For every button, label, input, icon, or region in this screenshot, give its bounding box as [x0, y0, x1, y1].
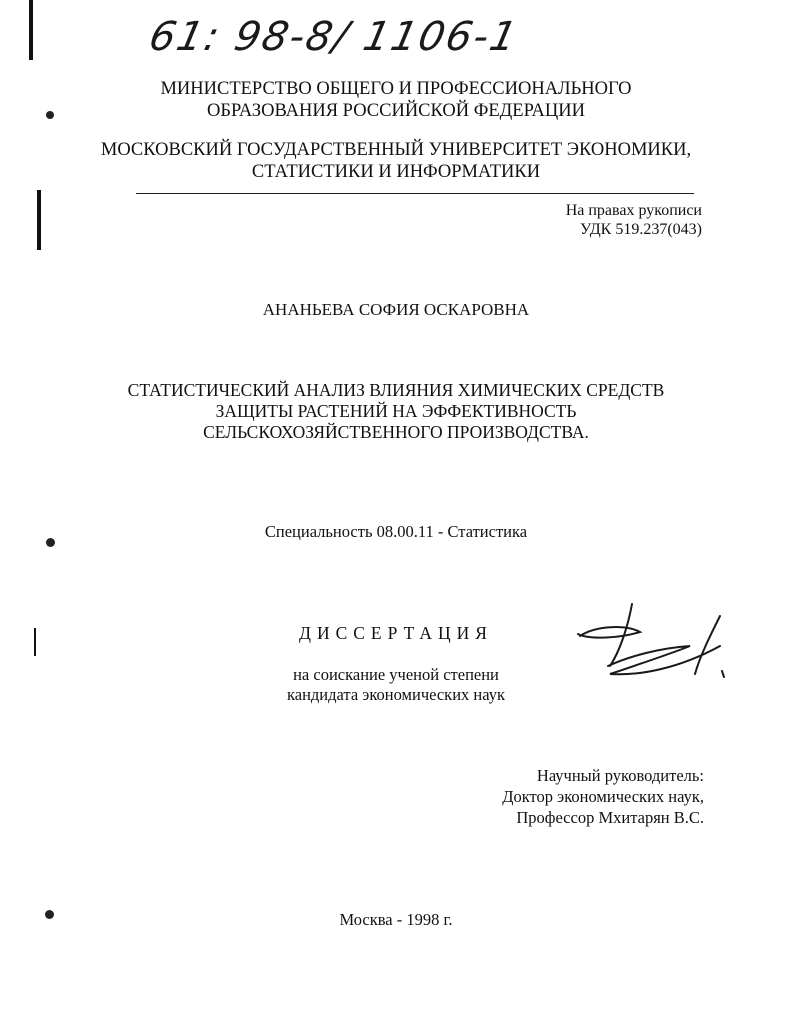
university-heading — [0, 139, 792, 183]
ministry-heading — [0, 78, 792, 122]
degree-statement — [0, 665, 792, 705]
university-line: СТАТИСТИКИ И ИНФОРМАТИКИ — [251, 162, 541, 182]
supervisor-line: Научный руководитель: — [536, 766, 704, 785]
title-line: СТАТИСТИЧЕСКИЙ АНАЛИЗ ВЛИЯНИЯ ХИМИЧЕСКИХ СРЕДСТВ — [127, 380, 665, 400]
scan-edge-mark — [29, 0, 33, 60]
supervisor-line: Доктор экономических наук, — [502, 787, 704, 806]
manuscript-rights: На правах рукописи — [565, 202, 702, 219]
ministry-line: МИНИСТЕРСТВО ОБЩЕГО И ПРОФЕССИОНАЛЬНОГО — [160, 79, 632, 99]
title-line: ЗАЩИТЫ РАСТЕНИЙ НА ЭФФЕКТИВНОСТЬ — [215, 401, 577, 421]
city-year: Москва - 1998 г. — [339, 910, 453, 929]
udc-code: УДК 519.237(043) — [580, 221, 702, 238]
specialty: Специальность 08.00.11 - Статистика — [264, 522, 528, 541]
ministry-line: ОБРАЗОВАНИЯ РОССИЙСКОЙ ФЕДЕРАЦИИ — [207, 101, 585, 121]
dissertation-title — [0, 380, 792, 443]
degree-line: на соискание ученой степени — [293, 665, 499, 684]
supervisor-block — [502, 765, 704, 828]
scan-edge-mark — [37, 190, 41, 250]
university-line: МОСКОВСКИЙ ГОСУДАРСТВЕННЫЙ УНИВЕРСИТЕТ ЭКОНОМИКИ, — [100, 140, 692, 160]
manuscript-rights-block — [566, 201, 702, 239]
handwritten-registry-number: 61: 98-8/ 1106-1 — [145, 14, 523, 60]
header-divider — [136, 193, 694, 194]
degree-line: кандидата экономических наук — [286, 685, 505, 704]
author-name: АНАНЬЕВА СОФИЯ ОСКАРОВНА — [262, 300, 530, 319]
document-type: ДИССЕРТАЦИЯ — [299, 623, 493, 643]
title-line: СЕЛЬСКОХОЗЯЙСТВЕННОГО ПРОИЗВОДСТВА. — [203, 422, 589, 442]
supervisor-line: Профессор Мхитарян В.С. — [516, 808, 704, 827]
